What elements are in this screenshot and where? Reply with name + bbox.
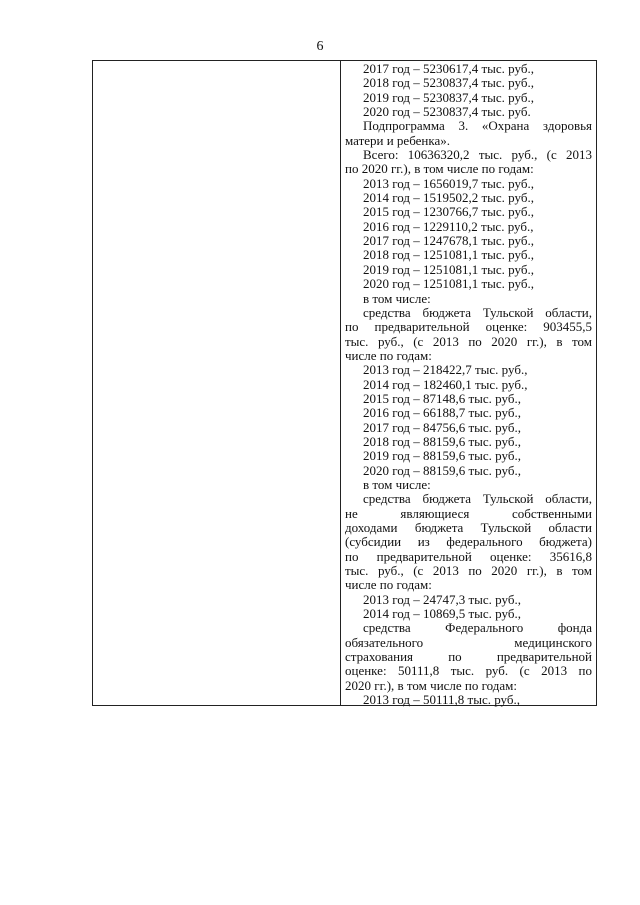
text-line: 2018 год – 1251081,1 тыс. руб., [363, 247, 534, 263]
text-line: 2015 год – 87148,6 тыс. руб., [363, 390, 521, 406]
text-line: 2014 год – 1519502,2 тыс. руб., [363, 190, 534, 206]
text-line: по 2020 гг.), в том числе по годам: [345, 161, 534, 177]
text-line: числе по годам: [345, 347, 432, 363]
text-line: 2018 год – 5230837,4 тыс. руб., [363, 75, 534, 91]
text-line: 2020 год – 5230837,4 тыс. руб. [363, 104, 531, 120]
text-line: средства бюджета Тульской области, [363, 304, 592, 320]
text-line: Всего: 10636320,2 тыс. руб., (с 2013 [363, 147, 592, 163]
text-line: не являющиеся собственными [345, 505, 592, 521]
text-line: Подпрограмма 3. «Охрана здоровья [363, 118, 592, 134]
text-line: 2017 год – 84756,6 тыс. руб., [363, 419, 521, 435]
table-right-cell [341, 61, 596, 707]
text-line: по предварительной оценке: 903455,5 [345, 319, 592, 335]
text-line: 2016 год – 66188,7 тыс. руб., [363, 405, 521, 421]
text-line: 2013 год – 50111,8 тыс. руб., [363, 692, 520, 708]
text-line: тыс. руб., (с 2013 по 2020 гг.), в том [345, 563, 592, 579]
text-line: по предварительной оценке: 35616,8 [345, 548, 592, 564]
text-line: 2019 год – 88159,6 тыс. руб., [363, 448, 521, 464]
text-line: 2018 год – 88159,6 тыс. руб., [363, 433, 521, 449]
text-line: 2016 год – 1229110,2 тыс. руб., [363, 218, 534, 234]
text-line: 2013 год – 1656019,7 тыс. руб., [363, 175, 534, 191]
text-line: 2015 год – 1230766,7 тыс. руб., [363, 204, 534, 220]
text-line: (субсидии из федерального бюджета) [345, 534, 592, 550]
text-line: 2014 год – 182460,1 тыс. руб., [363, 376, 528, 392]
text-line: 2020 гг.), в том числе по годам: [345, 677, 517, 693]
funding-table [92, 60, 597, 706]
text-line: 2013 год – 218422,7 тыс. руб., [363, 362, 528, 378]
text-line: средства Федерального фонда [363, 620, 592, 636]
text-line: 2020 год – 88159,6 тыс. руб., [363, 462, 521, 478]
text-line: страхования по предварительной [345, 649, 592, 665]
text-line: 2019 год – 1251081,1 тыс. руб., [363, 261, 534, 277]
text-line: 2017 год – 5230617,4 тыс. руб., [363, 61, 534, 76]
text-line: тыс. руб., (с 2013 по 2020 гг.), в том [345, 333, 592, 349]
text-line: в том числе: [363, 476, 431, 492]
text-line: числе по годам: [345, 577, 432, 593]
text-line: 2020 год – 1251081,1 тыс. руб., [363, 276, 534, 292]
text-line: средства бюджета Тульской области, [363, 491, 592, 507]
text-line: в том числе: [363, 290, 431, 306]
text-line: 2017 год – 1247678,1 тыс. руб., [363, 233, 534, 249]
text-line: оценке: 50111,8 тыс. руб. (с 2013 по [345, 663, 592, 679]
text-line: 2013 год – 24747,3 тыс. руб., [363, 591, 521, 607]
text-line: матери и ребенка». [345, 132, 451, 148]
text-line: 2019 год – 5230837,4 тыс. руб., [363, 89, 534, 105]
text-line: доходами бюджета Тульской области [345, 520, 592, 535]
text-line: обязательного медицинского [345, 634, 592, 650]
page-number: 6 [316, 39, 324, 54]
text-line: 2014 год – 10869,5 тыс. руб., [363, 606, 521, 622]
